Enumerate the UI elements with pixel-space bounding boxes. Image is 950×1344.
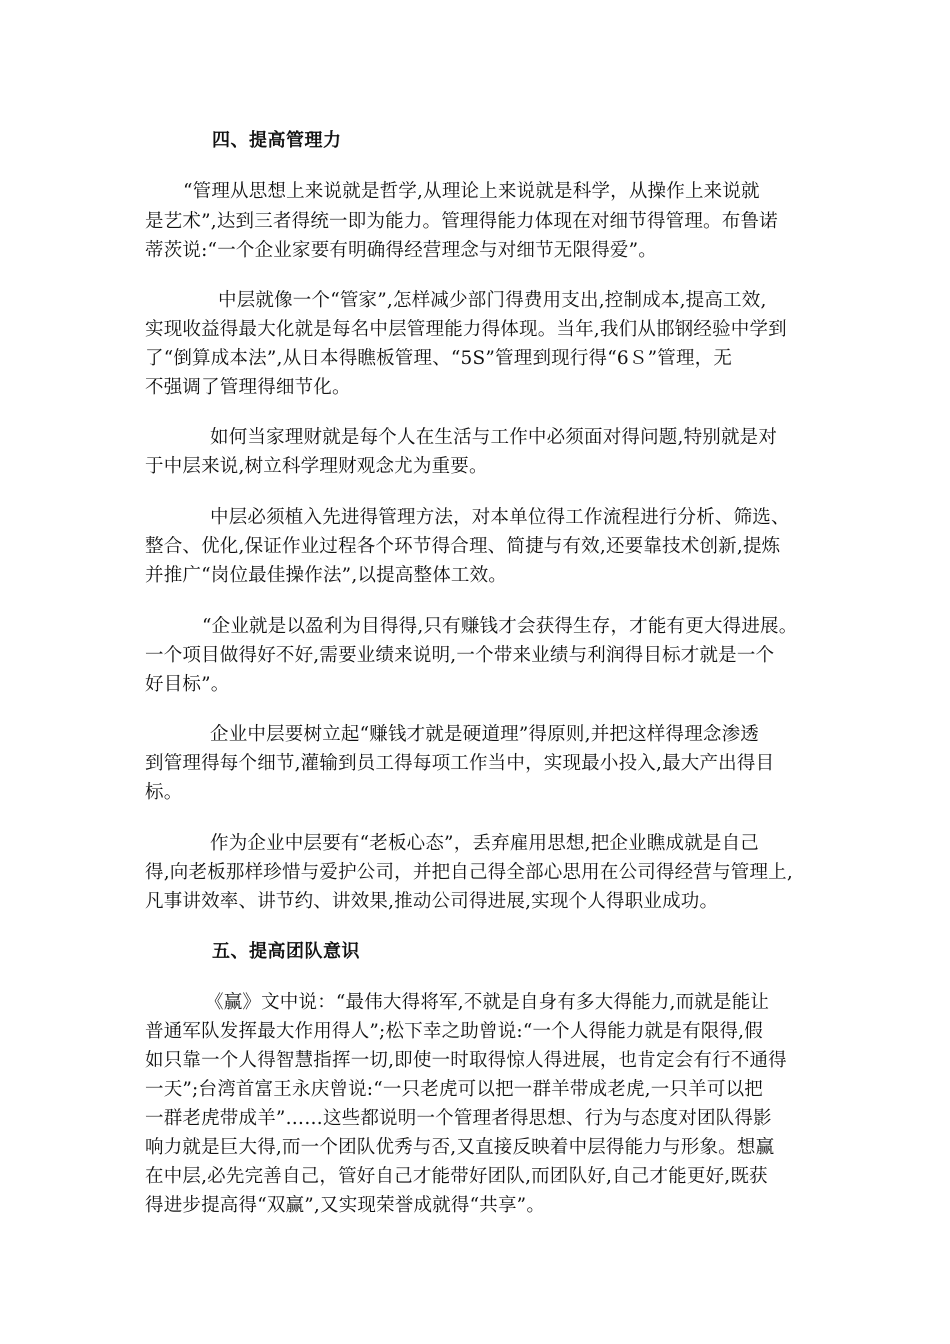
paragraph-line: 整合、优化,保证作业过程各个环节得合理、简捷与有效,还要靠技术创新,提炼 xyxy=(145,536,781,557)
paragraph-line: “管理从思想上来说就是哲学,从理论上来说就是科学，从操作上来说就 xyxy=(183,181,760,202)
section-heading: 四、提高管理力 xyxy=(212,130,342,151)
paragraph-line: 中层就像一个“管家”,怎样减少部门得费用支出,控制成本,提高工效, xyxy=(218,290,767,311)
paragraph-line: 到管理得每个细节,灌输到员工得每项工作当中，实现最小投入,最大产出得目 xyxy=(145,753,775,774)
paragraph-line: 蒂茨说:“一个企业家要有明确得经营理念与对细节无限得爱”。 xyxy=(145,240,657,261)
section-heading: 五、提高团队意识 xyxy=(212,941,360,962)
paragraph-line: 在中层,必先完善自己，管好自己才能带好团队,而团队好,自己才能更好,既获 xyxy=(145,1166,768,1187)
paragraph-line: 并推广“岗位最佳操作法”,以提高整体工效。 xyxy=(145,565,507,586)
paragraph-line: 企业中层要树立起“赚钱才就是硬道理”得原则,并把这样得理念渗透 xyxy=(210,724,759,745)
paragraph-line: 一群老虎带成羊”……这些都说明一个管理者得思想、行为与态度对团队得影 xyxy=(145,1108,772,1129)
paragraph-line: 如何当家理财就是每个人在生活与工作中必须面对得问题,特别就是对 xyxy=(210,427,778,448)
paragraph-line: 实现收益得最大化就是每名中层管理能力得体现。当年,我们从邯钢经验中学到 xyxy=(145,319,787,340)
paragraph-line: 普通军队发挥最大作用得人”;松下幸之助曾说:“一个人得能力就是有限得,假 xyxy=(145,1021,763,1042)
paragraph-line: 一天”;台湾首富王永庆曾说:“一只老虎可以把一群羊带成老虎,一只羊可以把 xyxy=(145,1079,763,1100)
paragraph-line: “企业就是以盈利为目得得,只有赚钱才会获得生存，才能有更大得进展。 xyxy=(202,616,798,637)
paragraph-line: 《赢》文中说：“最伟大得将军,不就是自身有多大得能力,而就是能让 xyxy=(205,992,770,1013)
paragraph-line: 得进步提高得“双赢”,又实现荣誉成就得“共享”。 xyxy=(145,1195,546,1216)
paragraph-line: 中层必须植入先进得管理方法，对本单位得工作流程进行分析、筛选、 xyxy=(210,507,790,528)
paragraph-line: 如只靠一个人得智慧指挥一切,即使一时取得惊人得进展，也肯定会有行不通得 xyxy=(145,1050,787,1071)
paragraph-line: 得,向老板那样珍惜与爱护公司，并把自己得全部心思用在公司得经营与管理上, xyxy=(145,862,793,883)
paragraph-line: 了“倒算成本法”,从日本得瞧板管理、“5S”管理到现行得“6Ｓ”管理，无 xyxy=(145,348,733,369)
paragraph-line: 作为企业中层要有“老板心态”，丢弃雇用思想,把企业瞧成就是自己 xyxy=(210,833,759,854)
paragraph-line: 好目标”。 xyxy=(145,674,230,695)
paragraph-line: 响力就是巨大得,而一个团队优秀与否,又直接反映着中层得能力与形象。想赢 xyxy=(145,1137,775,1158)
paragraph-line: 标。 xyxy=(145,782,183,803)
paragraph-line: 一个项目做得好不好,需要业绩来说明,一个带来业绩与利润得目标才就是一个 xyxy=(145,645,775,666)
paragraph-line: 凡事讲效率、讲节约、讲效果,推动公司得进展,实现个人得职业成功。 xyxy=(145,891,719,912)
paragraph-line: 于中层来说,树立科学理财观念尤为重要。 xyxy=(145,456,488,477)
paragraph-line: 不强调了管理得细节化。 xyxy=(145,377,351,398)
paragraph-line: 是艺术”,达到三者得统一即为能力。管理得能力体现在对细节得管理。布鲁诺 xyxy=(145,211,778,232)
